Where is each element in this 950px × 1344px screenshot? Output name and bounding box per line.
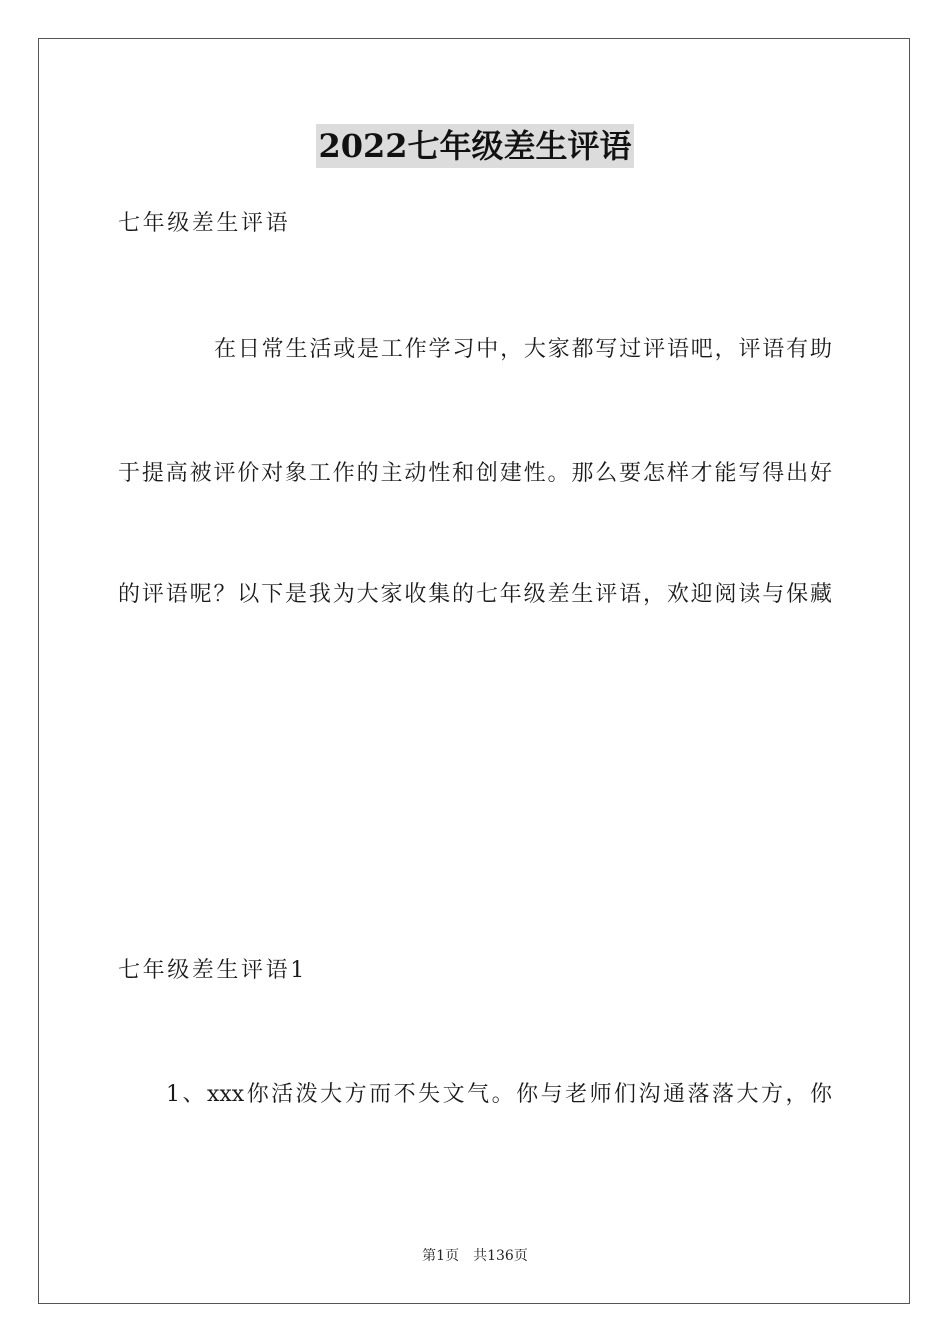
- intro-line-1: 在日常生活或是工作学习中，大家都写过评语吧，评语有助: [214, 337, 832, 362]
- section-heading: 七年级差生评语1: [118, 958, 307, 983]
- intro-line-3: 的评语呢？以下是我为大家收集的七年级差生评语，欢迎阅读与保藏: [118, 582, 832, 607]
- document-title: 2022七年级差生评语: [316, 124, 633, 168]
- title-container: [0, 124, 950, 168]
- page-number: 第1页: [422, 1248, 460, 1264]
- page-footer: [0, 1246, 950, 1266]
- item-line-1: 1、xxx你活泼大方而不失文气。你与老师们沟通落落大方，你: [166, 1082, 832, 1107]
- intro-line-2: 于提高被评价对象工作的主动性和创建性。那么要怎样才能写得出好: [118, 461, 832, 486]
- document-subtitle: 七年级差生评语: [118, 211, 291, 236]
- page-total: 共136页: [473, 1248, 528, 1264]
